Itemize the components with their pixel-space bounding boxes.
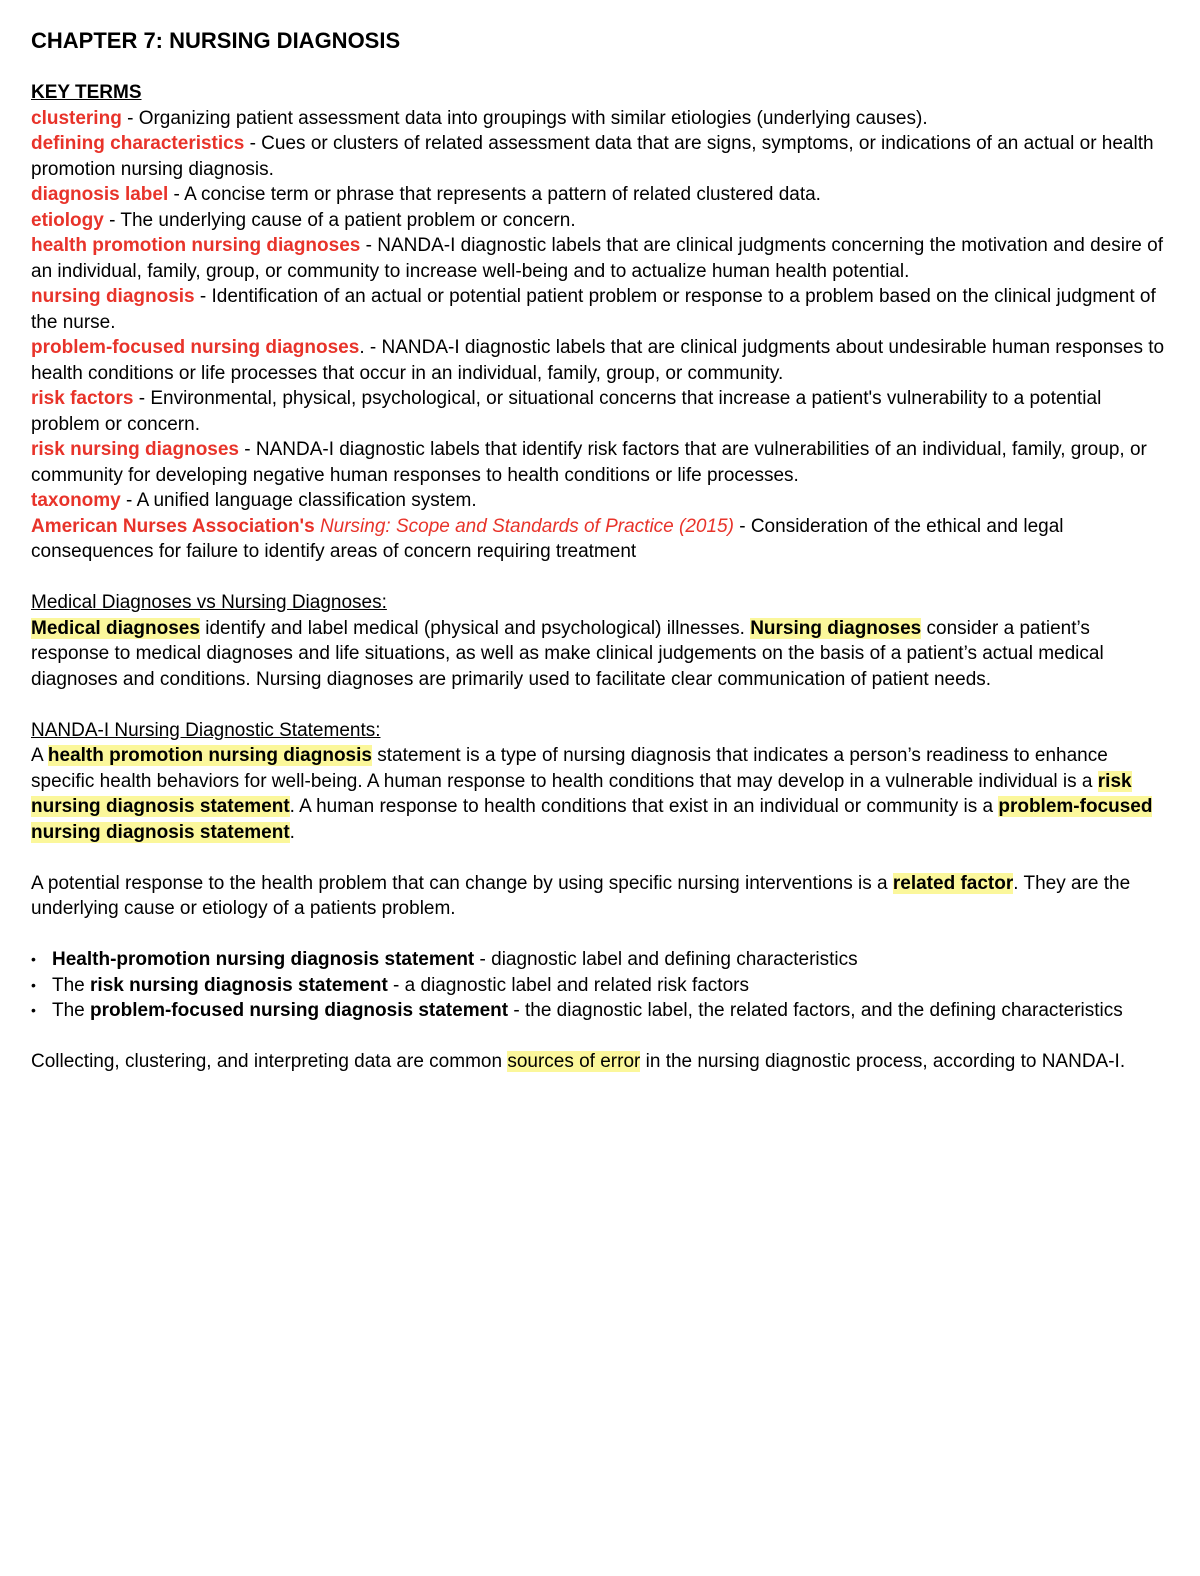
paragraph-text: identify and label medical (physical and psychological) illnesses. <box>199 617 751 639</box>
bullet-bold-term: risk nursing diagnosis statement <box>90 974 388 996</box>
related-factor-paragraph <box>31 871 1171 922</box>
highlight-text: Nursing diagnoses <box>750 617 922 639</box>
key-term-entry <box>31 208 1171 234</box>
highlight-text: risk nursing diagnosis statement <box>31 770 1132 817</box>
paragraph-text: statement is a type of nursing diagnosis that indicates a person’s readiness to enhance specific health behaviors for well-being. A human response to health conditions that may develop in a vulnerable individual is a <box>31 745 1108 792</box>
key-term-entry <box>31 386 1171 437</box>
bullet-icon: • <box>31 1002 36 1018</box>
key-term: diagnosis label <box>31 184 169 205</box>
key-term-definition: - Environmental, physical, psychological, or situational concerns that increase a patient's vulnerability to a potential problem or concern. <box>31 388 1102 435</box>
list-item <box>31 973 1171 999</box>
key-term-definition: - A concise term or phrase that represents a pattern of related clustered data. <box>168 184 821 205</box>
paragraph-text: . <box>289 821 295 843</box>
sources-of-error-paragraph <box>31 1049 1171 1075</box>
bullet-text: - diagnostic label and defining characteristics <box>474 949 858 970</box>
key-term-entry <box>31 233 1171 284</box>
key-terms-heading: KEY TERMS <box>31 82 142 103</box>
chapter-title: CHAPTER 7: NURSING DIAGNOSIS <box>31 28 401 53</box>
key-term-entry <box>31 284 1171 335</box>
highlight-text: problem-focused nursing diagnosis statement <box>31 796 1153 843</box>
key-term-definition: - The underlying cause of a patient problem or concern. <box>103 209 576 231</box>
key-term-definition: - Organizing patient assessment data into groupings with similar etiologies (underlying causes). <box>121 107 928 129</box>
paragraph-text: . A human response to health conditions that exist in an individual or community is a <box>289 796 999 817</box>
key-term: risk nursing diagnoses <box>31 439 239 460</box>
bullet-bold-term: problem-focused nursing diagnosis statement <box>90 1000 509 1021</box>
key-term-entry <box>31 182 1171 208</box>
list-item <box>31 947 1171 973</box>
nanda-paragraph <box>31 743 1171 845</box>
key-term-definition: - Cues or clusters of related assessment data that are signs, symptoms, or indications of an actual or health promotion nursing diagnosis. <box>31 133 1154 180</box>
paragraph-text: A potential response to the health problem that can change by using specific nursing interventions is a <box>31 872 893 894</box>
key-term-entry <box>31 131 1171 182</box>
nanda-heading: NANDA-I Nursing Diagnostic Statements: <box>31 719 381 741</box>
key-term-entry <box>31 335 1171 386</box>
list-item <box>31 998 1171 1024</box>
bullet-icon: • <box>31 951 36 967</box>
paragraph-text: in the nursing diagnostic process, according to NANDA-I. <box>640 1051 1126 1072</box>
medical-vs-nursing-section <box>31 590 1171 692</box>
key-term-definition: . - NANDA-I diagnostic labels that are clinical judgments about undesirable human responses to health conditions or life processes that occur in an individual, family, group, or community. <box>31 337 1165 384</box>
key-term-definition: - NANDA-I diagnostic labels that identify risk factors that are vulnerabilities of an individual, family, group, or community for developing negative human responses to health conditions or life processes. <box>31 439 1147 486</box>
highlight-text: related factor <box>892 872 1014 894</box>
key-term: American Nurses Association's <box>31 515 320 537</box>
key-terms-section <box>31 80 1171 565</box>
highlight-text: Medical diagnoses <box>31 617 200 639</box>
medical-vs-nursing-heading: Medical Diagnoses vs Nursing Diagnoses: <box>31 592 387 613</box>
key-term: etiology <box>31 209 104 231</box>
bullet-text: - the diagnostic label, the related factors, and the defining characteristics <box>508 1000 1123 1021</box>
key-term-entry <box>31 106 1171 132</box>
medical-vs-nursing-paragraph <box>31 616 1171 693</box>
key-term: health promotion nursing diagnoses <box>31 235 361 256</box>
statement-bullet-list <box>31 947 1171 1024</box>
key-term-italic-title: Nursing: Scope and Standards of Practice (2015) <box>319 515 734 537</box>
bullet-bold-term: Health-promotion nursing diagnosis statement <box>52 949 475 970</box>
nanda-section <box>31 718 1171 846</box>
bullet-text: - a diagnostic label and related risk factors <box>387 974 749 996</box>
key-term-definition: - A unified language classification system. <box>120 490 477 511</box>
bullet-text: The <box>52 974 91 996</box>
highlight-text: health promotion nursing diagnosis <box>47 745 372 766</box>
key-term: taxonomy <box>31 490 121 511</box>
key-term-definition: - Consideration of the ethical and legal consequences for failure to identify areas of concern requiring treatment <box>31 515 1064 562</box>
paragraph-text: consider a patient’s response to medical diagnoses and life situations, as well as make clinical judgements on the basis of a patient’s actual medical diagnoses and conditions. Nursing diagnoses are primarily used to facilitate clear communication of patient needs. <box>31 617 1104 690</box>
key-term-definition: - NANDA-I diagnostic labels that are clinical judgments concerning the motivation and desire of an individual, family, group, or community to increase well-being and to actualize human health potential. <box>31 235 1163 282</box>
highlight-text: sources of error <box>507 1051 641 1072</box>
paragraph-text: A <box>31 745 48 766</box>
document-page <box>31 26 1171 1075</box>
key-term: defining characteristics <box>31 133 245 154</box>
key-term-definition: - Identification of an actual or potential patient problem or response to a problem based on the clinical judgment of the nurse. <box>31 286 1156 333</box>
key-term: risk factors <box>31 388 134 409</box>
key-term: nursing diagnosis <box>31 286 195 307</box>
bullet-text: The <box>52 1000 91 1021</box>
key-term-entry <box>31 488 1171 514</box>
paragraph-text: . They are the underlying cause or etiology of a patients problem. <box>31 872 1131 919</box>
key-term-entry <box>31 437 1171 488</box>
paragraph-text: Collecting, clustering, and interpreting data are common <box>31 1051 508 1072</box>
bullet-icon: • <box>31 976 36 993</box>
key-term: clustering <box>31 107 122 129</box>
key-term: problem-focused nursing diagnoses <box>31 337 360 358</box>
key-term-entry <box>31 514 1171 565</box>
